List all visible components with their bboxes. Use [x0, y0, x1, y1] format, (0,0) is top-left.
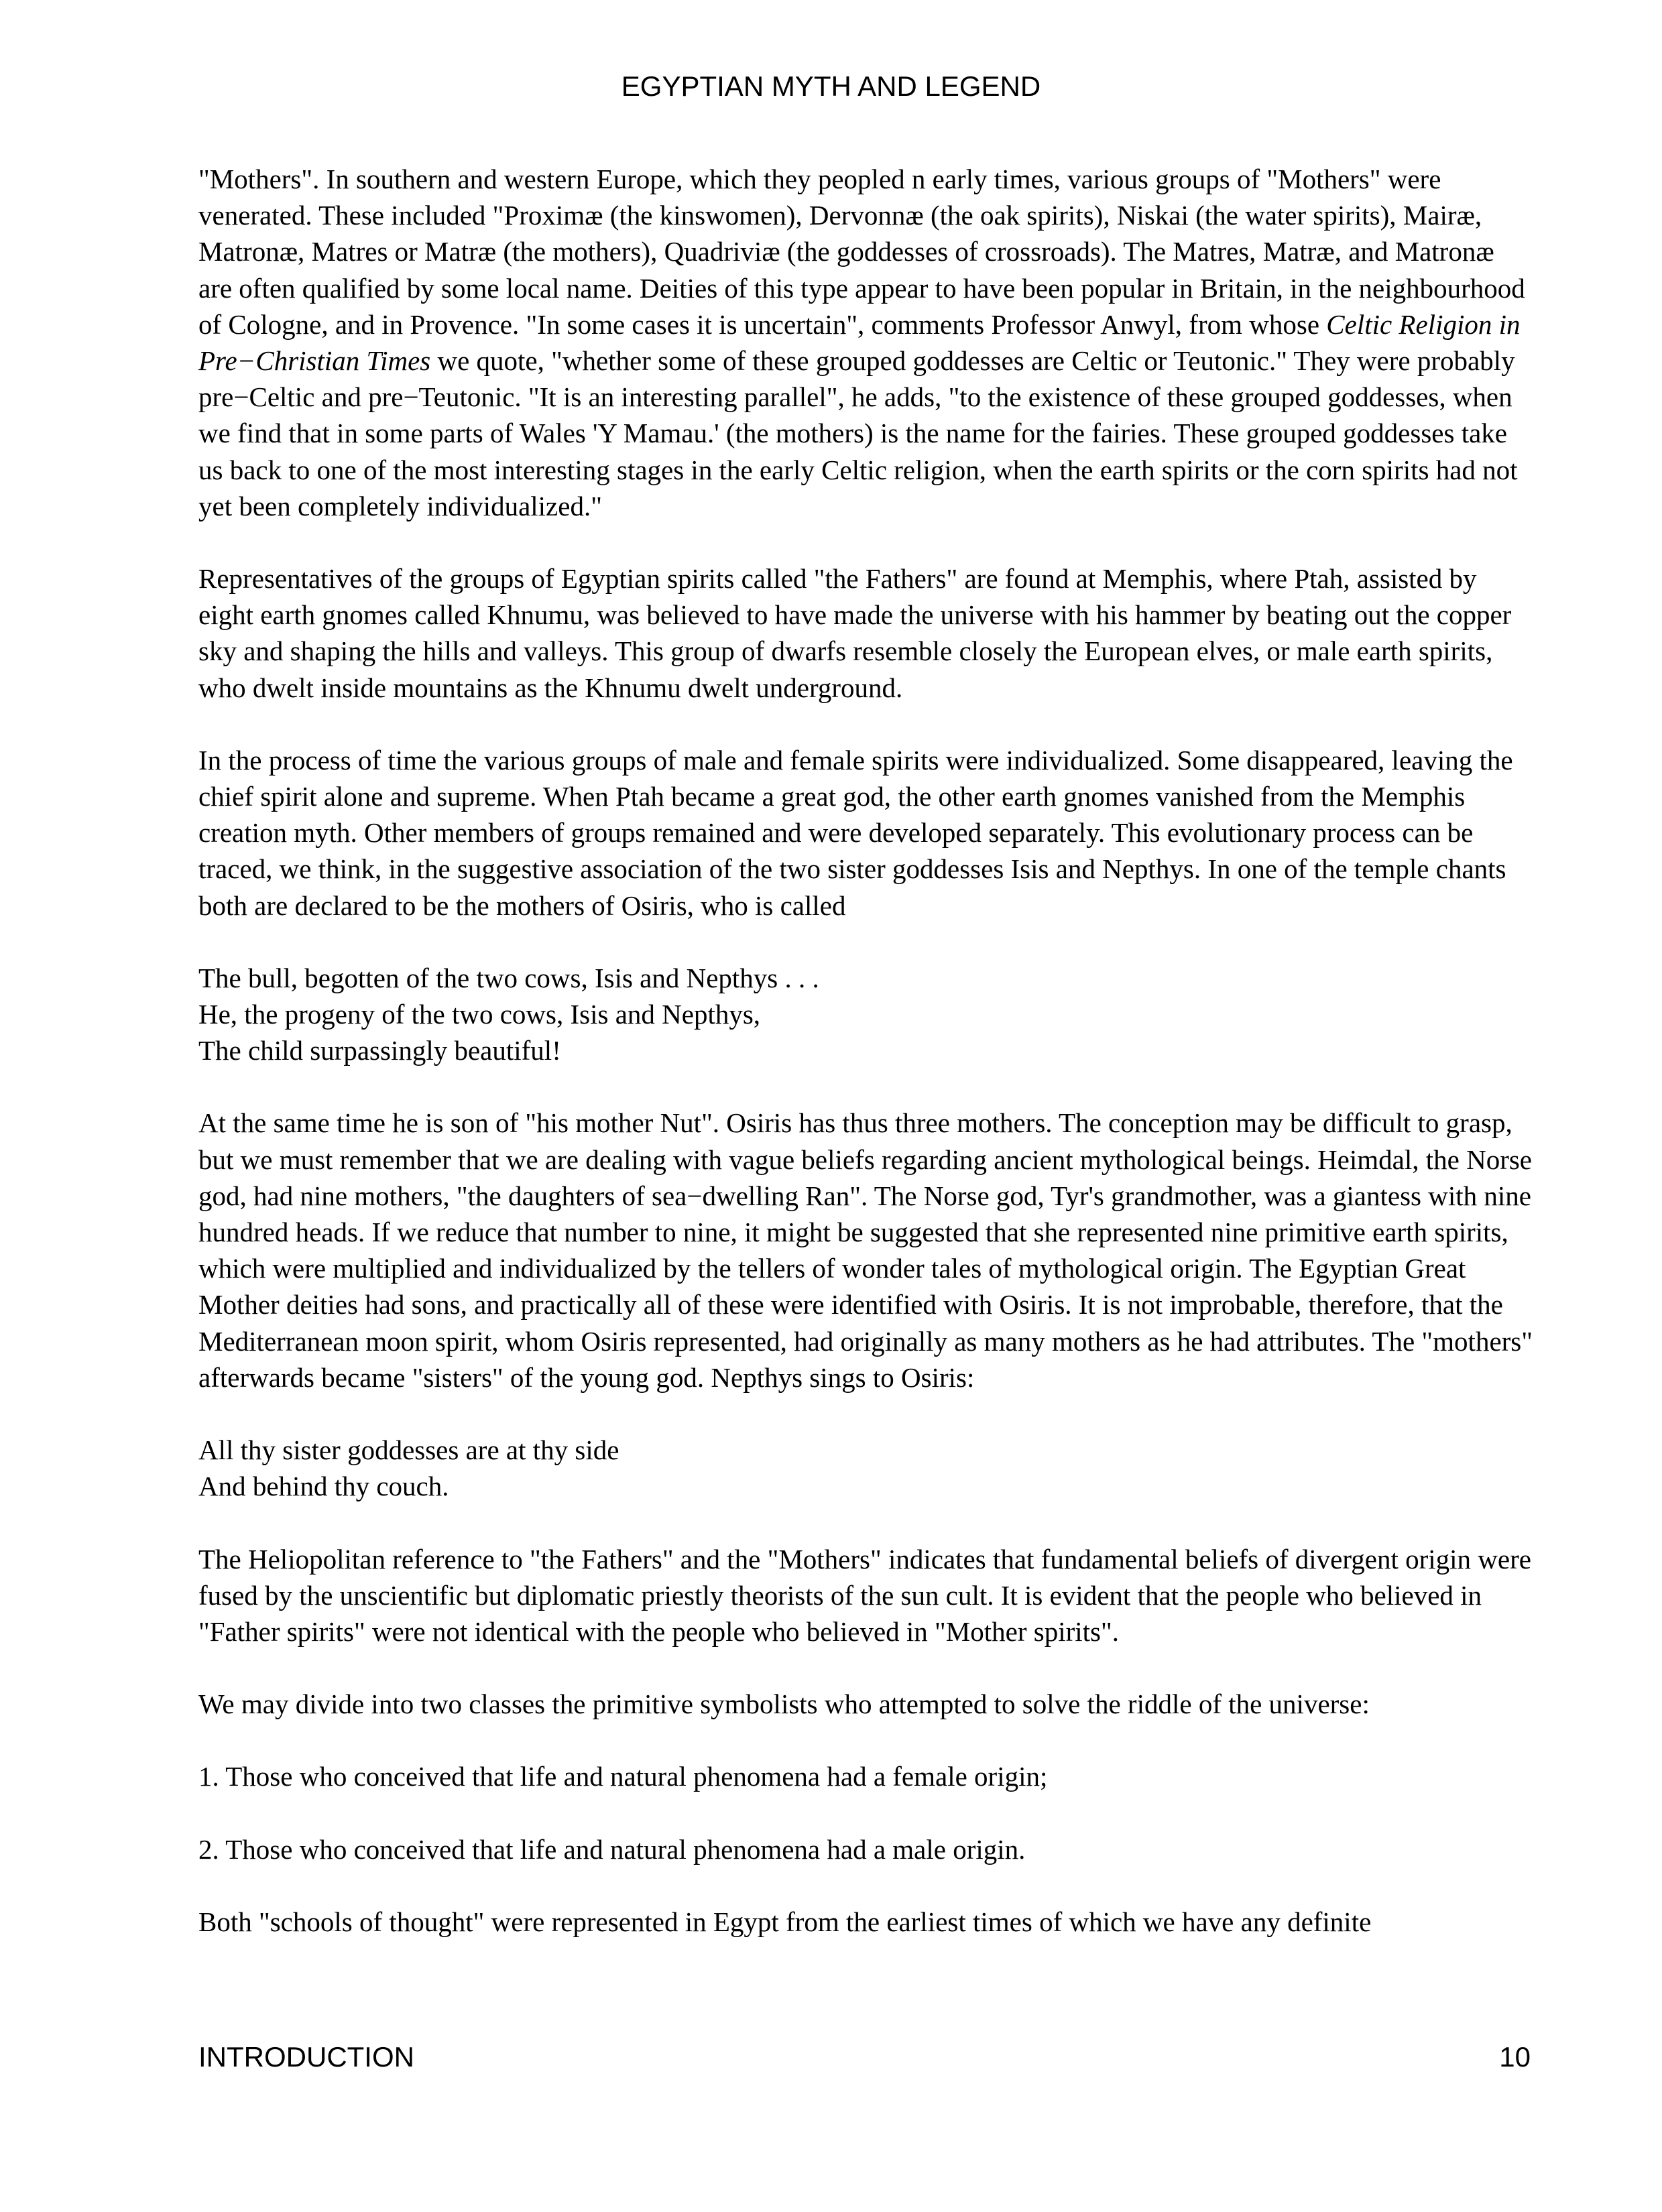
book-title: Celtic Religion in Pre−Christian Times — [198, 308, 1521, 377]
list-item-female-origin: 1. Those who conceived that life and natural phenomena had a female origin; — [198, 1761, 1048, 1792]
page-body — [198, 161, 1533, 1940]
paragraph-fathers: Representatives of the groups of Egyptian spirits called "the Fathers" are found at Memphis, where Ptah, assisted by eight earth gnomes called Khnumu, was believed to have made the universe with his hammer by beating out the copper sky and shaping the hills and valleys. This group of dwarfs resemble closely the European elves, or male earth spirits, who dwelt inside mountains as the Khnumu dwelt underground. — [198, 563, 1512, 703]
paragraph-two-classes: We may divide into two classes the primitive symbolists who attempted to solve the riddle of the universe: — [198, 1688, 1370, 1720]
paragraph-three-mothers: At the same time he is son of "his mother Nut". Osiris has thus three mothers. The conception may be difficult to grasp, but we must remember that we are dealing with vague beliefs regarding ancient mythological beings. Heimdal, the Norse god, had nine mothers, "the daughters of sea−dwelling Ran". The Norse god, Tyr's grandmother, was a giantess with nine hundred heads. If we reduce that number to nine, it might be suggested that she represented nine primitive earth spirits, which were multiplied and individualized by the tellers of wonder tales of mythological origin. The Egyptian Great Mother deities had sons, and practically all of these were identified with Osiris. It is not improbable, therefore, that the Mediterranean moon spirit, whom Osiris represented, had originally as many mothers as he had attributes. The "mothers" afterwards became "sisters" of the young god. Nepthys sings to Osiris: — [198, 1107, 1533, 1393]
paragraph-text: "Mothers". In southern and western Europe, which they peopled n early times, various groups of "Mothers" were venerated. These included "Proximæ (the kinswomen), Dervonnæ (the oak spirits), Niskai (the water spirits), Mairæ, Matronæ, Matres or Matræ (the mothers), Quadriviæ (the goddesses of crossroads). The Matres, Matræ, and Matronæ are often qualified by some local name. Deities of this type appear to have been popular in Britain, in the neighbourhood of Cologne, and in Provence. "In some cases it is uncertain", comments Professor Anwyl, from whose — [198, 164, 1525, 340]
page-number: 10 — [1499, 2041, 1531, 2073]
paragraph-mothers — [198, 161, 1533, 524]
paragraph-heliopolitan: The Heliopolitan reference to "the Fathers" and the "Mothers" indicates that fundamental beliefs of divergent origin were fused by the unscientific but diplomatic priestly theorists of the sun cult. It is evident that the people who believed in "Father spirits" were not identical with the people who believed in "Mother spirits". — [198, 1543, 1531, 1647]
paragraph-individualization: In the process of time the various groups of male and female spirits were individualized. Some disappeared, leaving the chief spirit alone and supreme. When Ptah became a great god, the other earth gnomes vanished from the Memphis creation myth. Other members of groups remained and were developed separately. This evolutionary process can be traced, we think, in the suggestive association of the two sister goddesses Isis and Nepthys. In one of the temple chants both are declared to be the mothers of Osiris, who is called — [198, 744, 1513, 921]
footer-section-title: INTRODUCTION — [198, 2041, 414, 2073]
list-item-male-origin: 2. Those who conceived that life and natural phenomena had a male origin. — [198, 1833, 1026, 1865]
running-header: EGYPTIAN MYTH AND LEGEND — [621, 70, 1041, 102]
verse-nepthys: All thy sister goddesses are at thy side And behind thy couch. — [198, 1434, 619, 1502]
paragraph-text: we quote, "whether some of these grouped goddesses are Celtic or Teutonic." They were probably pre−Celtic and pre−Teutonic. "It is an interesting parallel", he adds, "to the existence of these grouped goddesses, when we find that in some parts of Wales 'Y Mamau.' (the mothers) is the name for the fairies. These grouped goddesses take us back to one of the most interesting stages in the early Celtic religion, when the earth spirits or the corn spirits had not yet been completely individualized." — [198, 345, 1518, 521]
paragraph-schools-of-thought: Both "schools of thought" were represented in Egypt from the earliest times of which we have any definite — [198, 1906, 1372, 1937]
verse-temple-chant: The bull, begotten of the two cows, Isis and Nepthys . . . He, the progeny of the two cows, Isis and Nepthys, The child surpassingly beautiful! — [198, 962, 819, 1066]
